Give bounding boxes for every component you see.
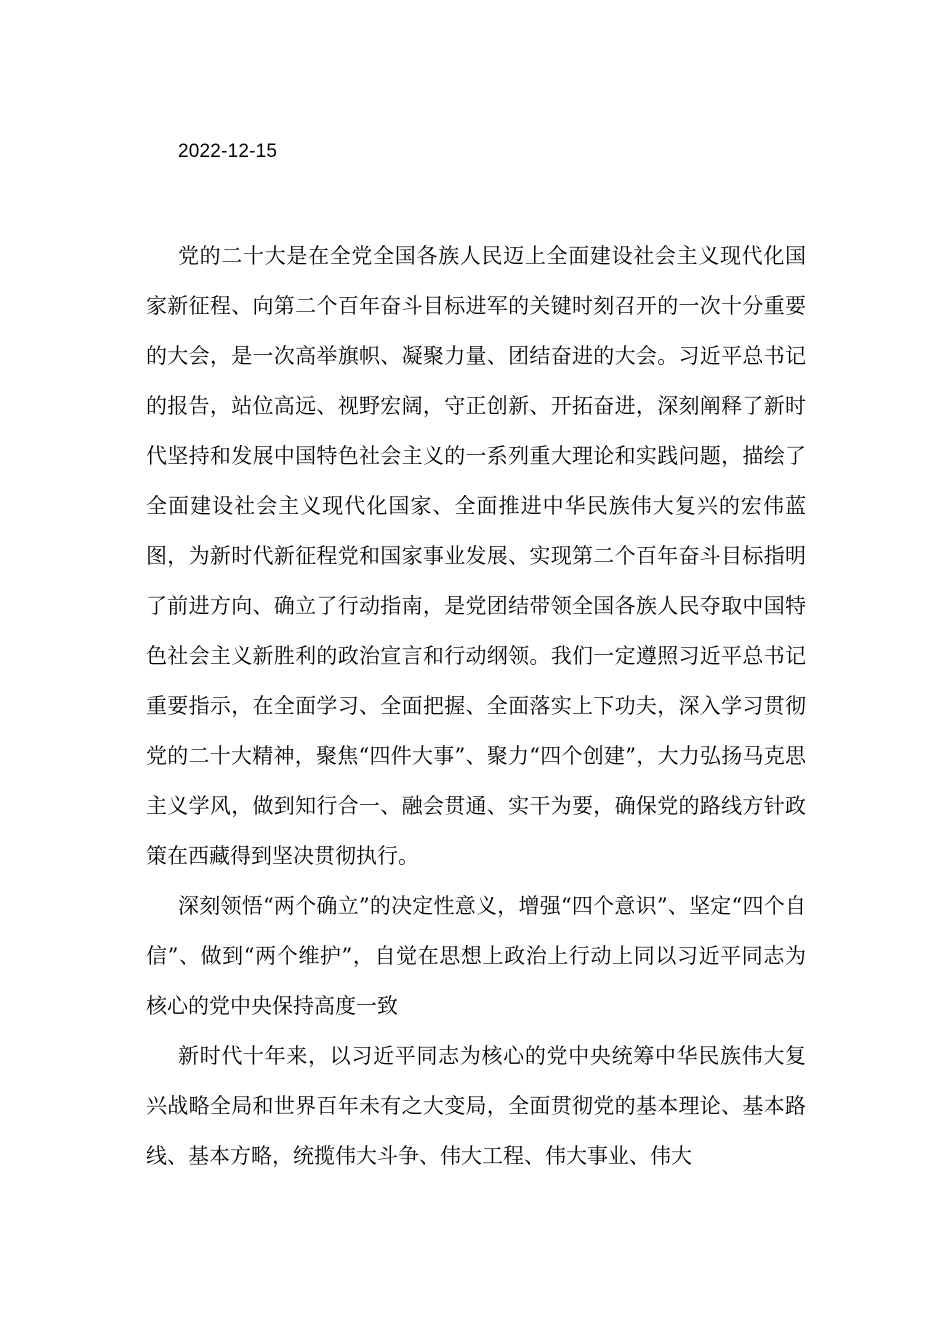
paragraph-new-era: 新时代十年来，以习近平同志为核心的党中央统筹中华民族伟大复兴战略全局和世界百年未有之大变局，全面贯彻党的基本理论、基本路线、基本方略，统揽伟大斗争、伟大工程、伟大事业、伟大 [146,1044,806,1168]
paragraph-intro: 党的二十大是在全党全国各族人民迈上全面建设社会主义现代化国家新征程、向第二个百年奋斗目标进军的关键时刻召开的一次十分重要的大会，是一次高举旗帜、凝聚力量、团结奋进的大会。习近平总书记的报告，站位高远、视野宏阔，守正创新、开拓奋进，深刻阐释了新时代坚持和发展中国特色社会主义的一系列重大理论和实践问题，描绘了全面建设社会主义现代化国家、全面推进中华民族伟大复兴的宏伟蓝图，为新时代新征程党和国家事业发展、实现第二个百年奋斗目标指明了前进方向、确立了行动指南，是党团结带领全国各族人民夺取中国特色社会主义新胜利的政治宣言和行动纲领。我们一定遵照习近平总书记重要指示，在全面学习、全面把握、全面落实上下功夫，深入学习贯彻党的二十大精神，聚焦“四件大事”、聚力“四个创建”，大力弘扬马克思主义学风，做到知行合一、融会贯通、实干为要，确保党的路线方针政策在西藏得到坚决贯彻执行。 [146,244,806,868]
document-date: 2022-12-15 [178,141,278,162]
document-body [146,231,806,1181]
paragraph-heading-two-establishments: 深刻领悟“两个确立”的决定性意义，增强“四个意识”、坚定“四个自信”、做到“两个维护”，自觉在思想上政治上行动上同以习近平同志为核心的党中央保持高度一致 [146,894,806,1018]
